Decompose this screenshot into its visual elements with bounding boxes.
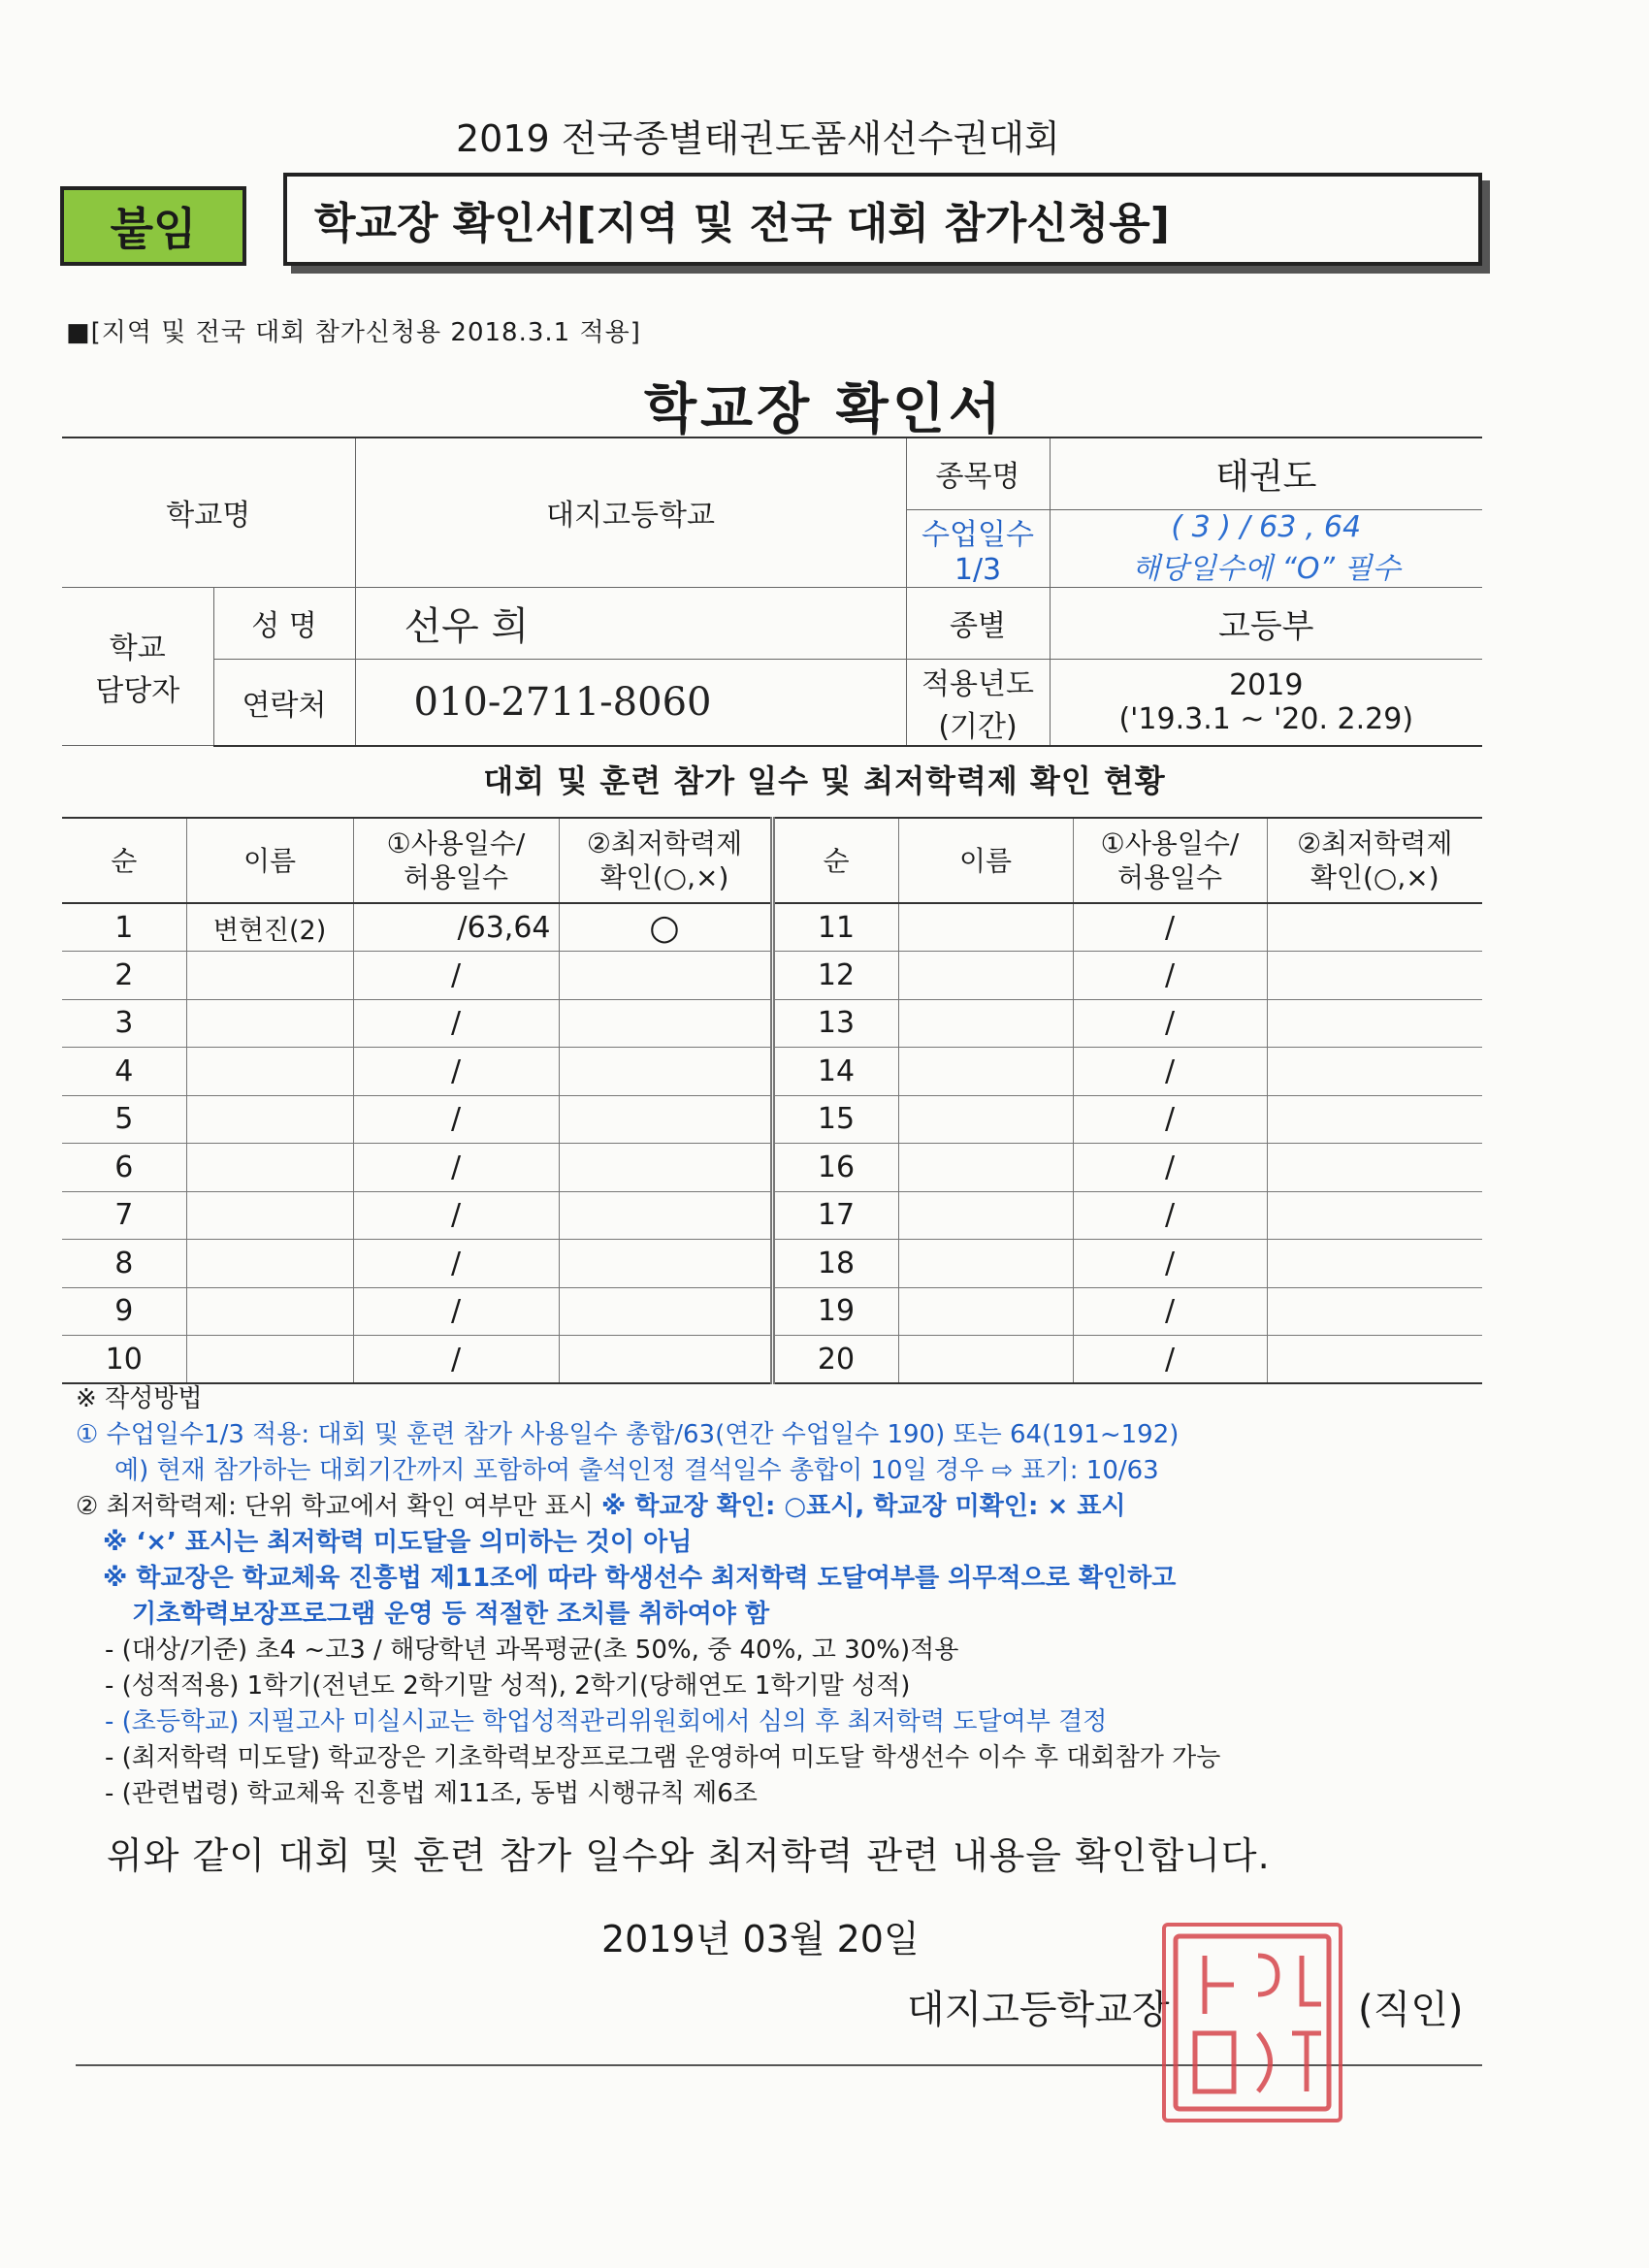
row-name-right: [898, 952, 1073, 1000]
class-days-value-line2: 해당일수에 “O” 필수: [1131, 551, 1401, 586]
division-label: 종별: [906, 587, 1050, 659]
table-row: [62, 952, 1482, 1000]
row-check-right: [1267, 1287, 1482, 1336]
row-days: /: [353, 1287, 559, 1336]
row-check: [559, 952, 772, 1000]
row-name: [186, 1048, 353, 1096]
row-no-right: 15: [772, 1095, 898, 1144]
contact-person-label-line1: 학교: [109, 631, 166, 665]
row-name-right: [898, 1287, 1073, 1336]
row-days: /: [353, 1336, 559, 1384]
detail-2: - (성적적용) 1학기(전년도 2학기말 성적), 2학기(당해연도 1학기말 성적): [105, 1671, 911, 1701]
row-days: /: [353, 999, 559, 1048]
header-days-right-line1: ①사용일수/: [1100, 827, 1240, 859]
row-no: 6: [62, 1144, 186, 1192]
row-check: [559, 1095, 772, 1144]
detail-1: - (대상/기준) 초4 ~고3 / 해당학년 과목평균(초 50%, 중 40%, 고 30%)적용: [105, 1636, 959, 1665]
row-name: [186, 1287, 353, 1336]
header-check-right: [1267, 818, 1482, 903]
header-check-line2: 확인(○,×): [599, 861, 729, 893]
period-label-line1: 적용년도: [922, 666, 1034, 701]
row-no: 3: [62, 999, 186, 1048]
row-check: [559, 1048, 772, 1096]
header-name-right: 이름: [898, 818, 1073, 903]
document-title: 학교장 확인서: [643, 378, 1006, 441]
row-check-right: [1267, 1095, 1482, 1144]
row-name-right: [898, 1144, 1073, 1192]
row-check-right: [1267, 999, 1482, 1048]
row-no-right: 19: [772, 1287, 898, 1336]
row-no: 8: [62, 1240, 186, 1288]
header-check-right-line1: ②최저학력제: [1297, 827, 1453, 859]
row-days-right: /: [1073, 1191, 1267, 1240]
person-name-value: 선우 희: [355, 587, 906, 659]
row-name-right: [898, 999, 1073, 1048]
period-value: [1050, 659, 1482, 746]
principal-name: 대지고등학교장: [907, 1988, 1170, 2032]
header-days-line1: ①사용일수/: [386, 827, 526, 859]
row-check: [559, 999, 772, 1048]
applies-note: ■[지역 및 전국 대회 참가신청용 2018.3.1 적용]: [66, 318, 641, 347]
row-name: [186, 1191, 353, 1240]
event-label: 종목명: [906, 437, 1050, 509]
seal-note: (직인): [1358, 1988, 1464, 2032]
row-days-right: /: [1073, 903, 1267, 952]
row-name-right: [898, 1240, 1073, 1288]
note-2b: ※ 학교장 확인: ○표시, 학교장 미확인: × 표시: [601, 1492, 1126, 1521]
official-seal-icon: [1162, 1923, 1342, 2122]
row-check: [559, 1240, 772, 1288]
row-no: 4: [62, 1048, 186, 1096]
note-2: [76, 1489, 1492, 1525]
row-no: 5: [62, 1095, 186, 1144]
row-days-right: /: [1073, 1287, 1267, 1336]
banner-title: 학교장 확인서[지역 및 전국 대회 참가신청용]: [283, 173, 1482, 266]
table-row: [62, 1191, 1482, 1240]
period-label-line2: (기간): [938, 709, 1018, 744]
school-name-value: 대지고등학교: [355, 437, 906, 587]
row-no-right: 11: [772, 903, 898, 952]
row-no: 10: [62, 1336, 186, 1384]
header-days: [353, 818, 559, 903]
row-days: /: [353, 1144, 559, 1192]
row-no-right: 13: [772, 999, 898, 1048]
header-days-right-line2: 허용일수: [1116, 861, 1223, 893]
school-name-label: 학교명: [62, 437, 355, 587]
contact-person-label: [62, 587, 213, 746]
table-row: [62, 1095, 1482, 1144]
class-days-value: [1050, 509, 1482, 587]
table-row: [62, 1287, 1482, 1336]
phone-value: 010-2711-8060: [355, 659, 906, 746]
row-no-right: 16: [772, 1144, 898, 1192]
note-1b: 예) 현재 참가하는 대회기간까지 포함하여 출석인정 결석일수 총합이 10일 경우 ⇨ 표기: 10/63: [114, 1456, 1159, 1485]
header-days-right: [1073, 818, 1267, 903]
note-4b: 기초학력보장프로그램 운영 등 적절한 조치를 취하여야 함: [132, 1600, 770, 1629]
row-no: 9: [62, 1287, 186, 1336]
row-check: [559, 1191, 772, 1240]
row-no-right: 18: [772, 1240, 898, 1288]
event-title: 2019 전국종별태권도품새선수권대회: [456, 117, 1060, 160]
row-no-right: 17: [772, 1191, 898, 1240]
confirmation-statement: 위와 같이 대회 및 훈련 참가 일수와 최저학력 관련 내용을 확인합니다.: [107, 1834, 1271, 1877]
phone-label: 연락처: [213, 659, 355, 746]
row-check-right: [1267, 1191, 1482, 1240]
table-row: [62, 1240, 1482, 1288]
participation-table: [62, 817, 1482, 1384]
row-days-right: /: [1073, 999, 1267, 1048]
division-value: 고등부: [1050, 587, 1482, 659]
row-name: 변현진(2): [186, 903, 353, 952]
row-days: /: [353, 952, 559, 1000]
row-days-right: /: [1073, 1095, 1267, 1144]
row-name: [186, 1144, 353, 1192]
row-check-right: [1267, 1144, 1482, 1192]
row-name-right: [898, 1095, 1073, 1144]
row-check: [559, 1287, 772, 1336]
header-check-right-line2: 확인(○,×): [1310, 861, 1439, 893]
header-no-right: 순: [772, 818, 898, 903]
class-days-label-line2: 1/3: [954, 552, 1002, 587]
note-3: ※ ‘×’ 표시는 최저학력 미도달을 의미하는 것이 아님: [103, 1528, 693, 1557]
table-row: [62, 1048, 1482, 1096]
row-check-right: [1267, 903, 1482, 952]
period-value-line2: ('19.3.1 ~ '20. 2.29): [1118, 701, 1414, 736]
notes-heading: ※ 작성방법: [76, 1384, 203, 1413]
row-no: 7: [62, 1191, 186, 1240]
row-name-right: [898, 1048, 1073, 1096]
row-no: 2: [62, 952, 186, 1000]
note-2a: ② 최저학력제: 단위 학교에서 확인 여부만 표시: [76, 1492, 594, 1521]
table-row: [62, 1336, 1482, 1384]
note-1a: ① 수업일수1/3 적용: 대회 및 훈련 참가 사용일수 총합/63(연간 수업일수 190) 또는 64(191~192): [76, 1420, 1180, 1449]
issue-date: 2019년 03월 20일: [601, 1918, 920, 1960]
contact-person-label-line2: 담당자: [95, 673, 180, 708]
table-row: [62, 999, 1482, 1048]
row-no: 1: [62, 903, 186, 952]
row-days-right: /: [1073, 1048, 1267, 1096]
header-days-line2: 허용일수: [403, 861, 509, 893]
row-check: ○: [559, 903, 772, 952]
class-days-value-line1: ( 3 ) / 63 , 64: [1171, 509, 1362, 544]
header-name: 이름: [186, 818, 353, 903]
person-name-label: 성 명: [213, 587, 355, 659]
row-check-right: [1267, 1240, 1482, 1288]
row-name: [186, 1240, 353, 1288]
row-check-right: [1267, 1048, 1482, 1096]
table-row: [62, 1144, 1482, 1192]
row-check: [559, 1336, 772, 1384]
table-row: [62, 903, 1482, 952]
row-name-right: [898, 1336, 1073, 1384]
detail-4: - (최저학력 미도달) 학교장은 기초학력보장프로그램 운영하여 미도달 학생선수 이수 후 대회참가 가능: [105, 1743, 1221, 1772]
row-days-right: /: [1073, 952, 1267, 1000]
row-days: /63,64: [353, 903, 559, 952]
period-label: [906, 659, 1050, 746]
note-4a: ※ 학교장은 학교체육 진흥법 제11조에 따라 학생선수 최저학력 도달여부를 의무적으로 확인하고: [103, 1564, 1177, 1593]
row-name: [186, 1336, 353, 1384]
row-name: [186, 952, 353, 1000]
row-no-right: 12: [772, 952, 898, 1000]
instructions: [76, 1381, 1492, 1812]
row-check-right: [1267, 1336, 1482, 1384]
detail-5: - (관련법령) 학교체육 진흥법 제11조, 동법 시행규칙 제6조: [105, 1779, 758, 1808]
row-name-right: [898, 903, 1073, 952]
row-days-right: /: [1073, 1240, 1267, 1288]
row-days-right: /: [1073, 1336, 1267, 1384]
period-value-line1: 2019: [1229, 667, 1304, 702]
participation-title: 대회 및 훈련 참가 일수 및 최저학력제 확인 현황: [483, 762, 1166, 799]
detail-3: - (초등학교) 지필고사 미실시교는 학업성적관리위원회에서 심의 후 최저학력 도달여부 결정: [105, 1707, 1108, 1736]
row-name-right: [898, 1191, 1073, 1240]
row-days: /: [353, 1240, 559, 1288]
header-check: [559, 818, 772, 903]
row-name: [186, 999, 353, 1048]
row-no-right: 20: [772, 1336, 898, 1384]
row-days: /: [353, 1191, 559, 1240]
row-name: [186, 1095, 353, 1144]
class-days-label: [906, 509, 1050, 587]
row-check-right: [1267, 952, 1482, 1000]
row-check: [559, 1144, 772, 1192]
header-check-line1: ②최저학력제: [586, 827, 743, 859]
row-days: /: [353, 1095, 559, 1144]
attach-badge: 붙임: [60, 186, 246, 266]
row-days: /: [353, 1048, 559, 1096]
school-info-table: [62, 437, 1482, 747]
row-days-right: /: [1073, 1144, 1267, 1192]
row-no-right: 14: [772, 1048, 898, 1096]
header-no: 순: [62, 818, 186, 903]
class-days-label-line1: 수업일수: [922, 517, 1034, 552]
event-value: 태권도: [1050, 437, 1482, 509]
